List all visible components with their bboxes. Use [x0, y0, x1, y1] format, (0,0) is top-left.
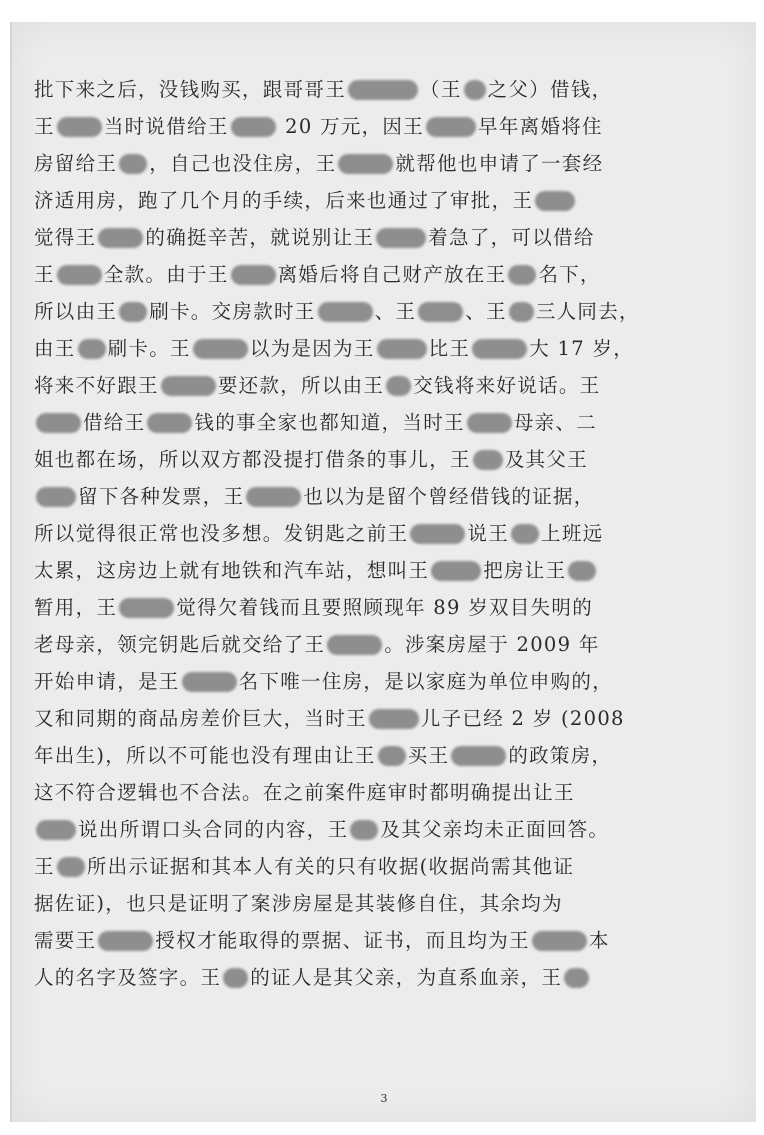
- text-segment: 全款。由于王: [103, 263, 229, 286]
- text-segment: 开始申请，是王: [34, 670, 180, 693]
- text-line: [34, 847, 714, 884]
- text-line: [34, 551, 714, 588]
- text-line: [34, 699, 714, 736]
- text-line: [34, 107, 714, 144]
- redaction-mark: [508, 265, 536, 285]
- text-segment: 本: [588, 929, 610, 952]
- text-segment: 需要王: [34, 929, 97, 952]
- redaction-mark: [147, 413, 192, 433]
- text-segment: 及其父王: [504, 448, 589, 471]
- text-segment: 这不符合逻辑也不合法。在之前案件庭审时都明确提出让王: [34, 781, 575, 804]
- redaction-mark: [223, 968, 248, 988]
- text-segment: 。涉案房屋于 2009 年: [384, 633, 600, 656]
- redaction-mark: [377, 339, 427, 359]
- redaction-mark: [431, 561, 481, 581]
- redaction-mark: [119, 302, 147, 322]
- redaction-mark: [119, 598, 174, 618]
- redaction-mark: [369, 709, 419, 729]
- redaction-mark: [57, 265, 102, 285]
- redaction-mark: [182, 672, 237, 692]
- text-segment: 所出示证据和其本人有关的只有收据(收据尚需其他证: [86, 855, 575, 878]
- text-segment: 批下来之后，没钱购买，跟哥哥王: [34, 78, 347, 101]
- text-line: [34, 773, 714, 810]
- text-segment: 大 17 岁，: [529, 337, 635, 360]
- redaction-mark: [231, 265, 276, 285]
- redaction-mark: [464, 80, 486, 100]
- text-segment: 之父）借钱，: [487, 78, 613, 101]
- text-line: [34, 181, 714, 218]
- redaction-mark: [532, 931, 587, 951]
- text-segment: 、王: [465, 300, 507, 323]
- text-segment: 的确挺辛苦，就说别让王: [145, 226, 375, 249]
- text-segment: ，自己也没住房，王: [149, 152, 337, 175]
- redaction-mark: [98, 228, 143, 248]
- redaction-mark: [36, 413, 81, 433]
- document-page: [10, 22, 756, 1122]
- text-segment: 由王: [34, 337, 76, 360]
- redaction-mark: [426, 117, 476, 137]
- text-line: [34, 958, 714, 995]
- text-segment: 留下各种发票，王: [78, 485, 245, 508]
- text-segment: 又和同期的商品房差价巨大，当时王: [34, 707, 367, 730]
- text-line: [34, 366, 714, 403]
- text-segment: 也以为是留个曾经借钱的证据，: [303, 485, 595, 508]
- redaction-mark: [376, 228, 426, 248]
- redaction-mark: [161, 376, 216, 396]
- redaction-mark: [564, 968, 589, 988]
- text-segment: 刷卡。交房款时王: [149, 300, 316, 323]
- text-line: [34, 440, 714, 477]
- text-segment: 比王: [428, 337, 471, 360]
- text-segment: 要还款，所以由王: [217, 374, 385, 397]
- text-segment: 的政策房，: [508, 744, 613, 767]
- text-segment: 年出生)，所以不可能也没有理由让王: [34, 744, 376, 767]
- text-segment: （王: [420, 78, 462, 101]
- redaction-mark: [119, 154, 147, 174]
- text-line: [34, 292, 714, 329]
- redaction-mark: [98, 931, 153, 951]
- text-segment: 把房让王: [483, 559, 567, 582]
- text-segment: 的证人是其父亲，为直系血亲，王: [250, 966, 563, 989]
- text-segment: 暂用，王: [34, 596, 118, 619]
- text-line: [34, 662, 714, 699]
- redaction-mark: [327, 635, 382, 655]
- text-segment: 钱的事全家也都知道，当时王: [194, 411, 465, 434]
- text-segment: 及其父亲均未正面回答。: [380, 818, 610, 841]
- redaction-mark: [348, 80, 418, 100]
- text-segment: 借给王: [83, 411, 146, 434]
- text-segment: 以为是因为王: [249, 337, 375, 360]
- redaction-mark: [451, 746, 506, 766]
- text-line: [34, 403, 714, 440]
- redaction-mark: [36, 487, 76, 507]
- text-line: [34, 588, 714, 625]
- redaction-mark: [378, 746, 406, 766]
- redaction-mark: [535, 191, 575, 211]
- text-line: [34, 255, 714, 292]
- text-segment: 王: [34, 855, 55, 878]
- text-segment: 交钱将来好说话。王: [413, 374, 601, 397]
- text-segment: 老母亲，领完钥匙后就交给了王: [34, 633, 326, 656]
- redaction-mark: [318, 302, 373, 322]
- text-segment: 人的名字及签字。王: [34, 966, 222, 989]
- text-segment: 儿子已经 2 岁 (2008: [420, 707, 625, 730]
- text-segment: 王: [34, 263, 55, 286]
- text-segment: 王: [34, 115, 55, 138]
- text-segment: 授权才能取得的票据、证书，而且均为王: [155, 929, 530, 952]
- redaction-mark: [350, 820, 378, 840]
- redaction-mark: [473, 450, 503, 470]
- redaction-mark: [57, 117, 102, 137]
- text-line: [34, 810, 714, 847]
- redaction-mark: [472, 339, 527, 359]
- text-line: [34, 144, 714, 181]
- redaction-mark: [246, 487, 301, 507]
- text-line: [34, 477, 714, 514]
- text-segment: 所以觉得很正常也没多想。发钥匙之前王: [34, 522, 409, 545]
- text-line: [34, 736, 714, 773]
- text-segment: 将来不好跟王: [34, 374, 159, 397]
- text-segment: 觉得欠着钱而且要照顾现年 89 岁双目失明的: [176, 596, 594, 619]
- text-line: [34, 921, 714, 958]
- page-number: 3: [380, 1092, 388, 1105]
- redaction-mark: [568, 561, 596, 581]
- text-line: [34, 514, 714, 551]
- text-segment: 当时说借给王: [103, 115, 229, 138]
- redaction-mark: [231, 117, 276, 137]
- text-segment: 觉得王: [34, 226, 97, 249]
- text-segment: 据佐证)，也只是证明了案涉房屋是其装修自住，其余均为: [34, 892, 563, 915]
- text-segment: 就帮他也申请了一套经: [395, 152, 604, 175]
- text-line: [34, 329, 714, 366]
- redaction-mark: [509, 302, 534, 322]
- redaction-mark: [418, 302, 463, 322]
- text-line: [34, 625, 714, 662]
- redaction-mark: [410, 524, 465, 544]
- redaction-mark: [57, 857, 85, 877]
- text-segment: 母亲、二: [513, 411, 598, 434]
- body-text: [34, 70, 714, 995]
- text-segment: 姐也都在场，所以双方都没提打借条的事儿，王: [34, 448, 471, 471]
- text-line: [34, 884, 714, 921]
- redaction-mark: [386, 376, 411, 396]
- redaction-mark: [338, 154, 393, 174]
- text-segment: 房留给王: [34, 152, 118, 175]
- text-segment: 说王: [467, 522, 510, 545]
- text-segment: 早年离婚将住: [478, 115, 603, 138]
- text-segment: 着急了，可以借给: [428, 226, 595, 249]
- text-segment: 20 万元，因王: [277, 115, 425, 138]
- text-segment: 太累，这房边上就有地铁和汽车站，想叫王: [34, 559, 430, 582]
- text-segment: 上班远: [541, 522, 604, 545]
- redaction-mark: [78, 339, 106, 359]
- redaction-mark: [511, 524, 539, 544]
- text-segment: 离婚后将自己财产放在王: [277, 263, 507, 286]
- redaction-mark: [467, 413, 512, 433]
- text-segment: 所以由王: [34, 300, 118, 323]
- text-segment: 济适用房，跑了几个月的手续，后来也通过了审批，王: [34, 189, 534, 212]
- text-segment: 三人同去，: [535, 300, 640, 323]
- text-line: [34, 70, 714, 107]
- redaction-mark: [193, 339, 248, 359]
- text-segment: 名下唯一住房，是以家庭为单位申购的，: [238, 670, 614, 693]
- text-segment: 名下，: [538, 263, 601, 286]
- text-segment: 买王: [407, 744, 450, 767]
- text-segment: 说出所谓口头合同的内容，王: [78, 818, 349, 841]
- text-segment: 刷卡。王: [107, 337, 191, 360]
- text-segment: 、王: [374, 300, 417, 323]
- redaction-mark: [36, 820, 76, 840]
- text-line: [34, 218, 714, 255]
